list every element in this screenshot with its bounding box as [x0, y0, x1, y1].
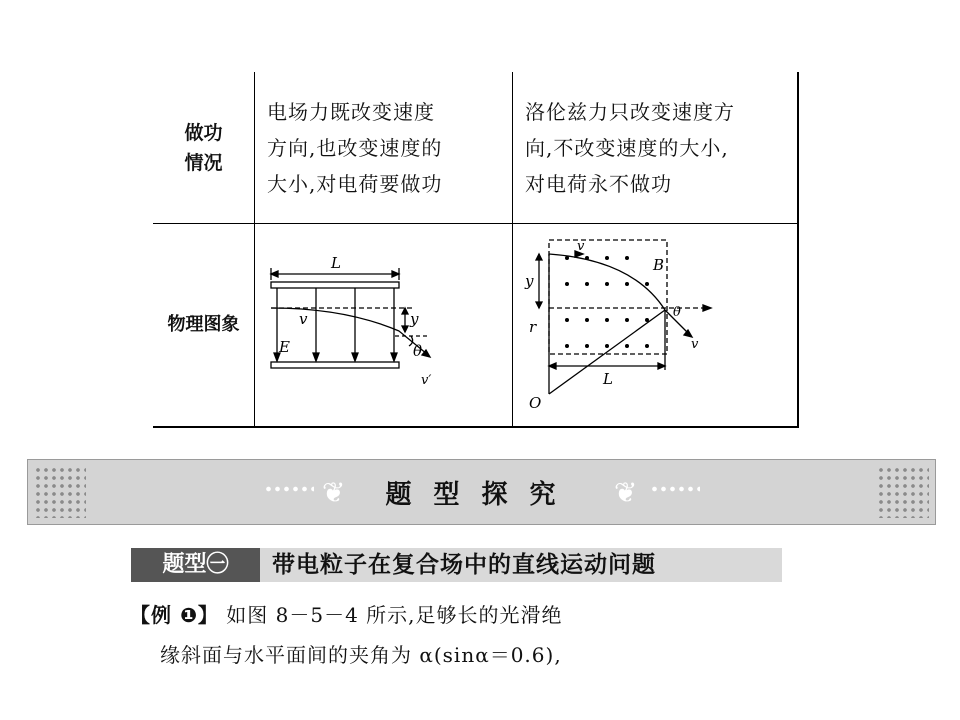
label-v0: v	[299, 310, 308, 328]
label-B: B	[653, 256, 665, 274]
type-label: 题型㊀	[131, 548, 260, 582]
row-header-line: 做功	[184, 121, 223, 144]
row-header-line: 情况	[184, 151, 223, 174]
cell-line: 电场力既改变速度	[267, 99, 435, 124]
trajectory	[271, 308, 427, 354]
label-r: r	[529, 318, 537, 336]
comparison-table	[153, 72, 799, 428]
magnetic-deflection-diagram	[513, 224, 805, 422]
label-theta: θ	[413, 342, 423, 360]
label-O: O	[529, 394, 542, 412]
type-title: 带电粒子在复合场中的直线运动问题	[272, 552, 656, 578]
table-row	[153, 224, 798, 428]
label-L: L	[331, 254, 341, 272]
bottom-plate	[271, 362, 399, 368]
label-vprime: v′	[421, 373, 432, 388]
example-text-1: 如图 8－5－4 所示,足够长的光滑绝	[226, 603, 563, 627]
field-lines	[274, 288, 397, 361]
label-L: L	[603, 370, 613, 388]
field-dots	[565, 256, 649, 348]
top-plate	[271, 282, 399, 288]
cell-line: 向,不改变速度的大小,	[525, 135, 729, 160]
row-header-work	[153, 72, 255, 224]
label-v0: v	[577, 239, 585, 254]
ornament-left-icon: ❦	[322, 476, 346, 509]
label-E: E	[279, 338, 290, 356]
cell-line: 对电荷永不做功	[525, 171, 672, 196]
section-title: 题型探究	[385, 480, 578, 510]
cell-line: 大小,对电荷要做功	[267, 171, 443, 196]
cell-electric-work	[255, 72, 513, 224]
section-band	[27, 459, 936, 525]
row-header-diagram: 物理图象	[153, 224, 255, 428]
label-v: v	[691, 337, 699, 352]
cell-electric-diagram	[255, 224, 513, 428]
example-line-2: 缘斜面与水平面间的夹角为 α(sinα＝0.6),	[160, 643, 562, 667]
label-theta: θ	[673, 305, 681, 320]
table-row	[153, 72, 798, 224]
cell-line: 洛伦兹力只改变速度方	[525, 99, 735, 124]
example-label: 【例 ❶】	[130, 603, 219, 627]
label-y: y	[525, 272, 534, 290]
electric-deflection-diagram	[255, 224, 492, 422]
dots-right	[650, 484, 700, 494]
ornament-right-icon: ❦	[614, 476, 638, 509]
example-line-1	[130, 600, 563, 630]
cell-magnetic-diagram	[513, 224, 799, 428]
cell-magnetic-work	[513, 72, 799, 224]
cell-line: 方向,也改变速度的	[267, 135, 443, 160]
label-y: y	[410, 310, 419, 328]
